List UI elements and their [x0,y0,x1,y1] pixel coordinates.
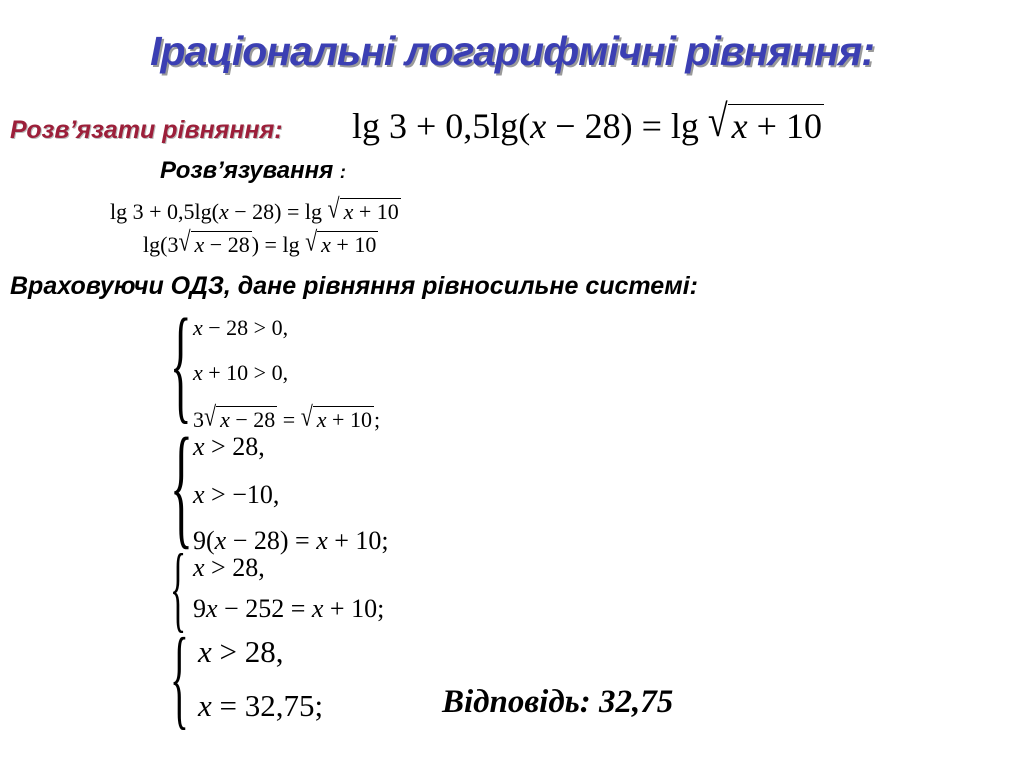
system4-line-1 [198,634,284,670]
task-equation [352,95,824,147]
solution-step-2 [143,225,378,258]
step2-mid: ) = lg [251,232,300,257]
system3-l2-var: x [206,594,218,623]
system1-line-2 [193,360,288,386]
step1-sqrt: √ x + 10 [327,192,399,224]
solution-label: Розв’язування [160,157,334,184]
system3-l2-end: + 10; [323,594,385,623]
step2-rad2-tail: + 10 [330,232,377,257]
task-label: Розв’язати рівняння: [10,116,283,144]
system3-line-1 [193,553,265,583]
system3-l2-pre: 9 [193,594,206,623]
system2-l3-var2: x [316,526,328,555]
system2-l1-rest: > 28, [204,432,265,461]
step1-var: x [218,199,229,224]
system2-line-3 [193,526,389,556]
system1-l3-rad2-tail: + 10 [326,407,372,432]
system1-line-3 [193,400,381,433]
system1-l2-rest: + 10 > 0, [202,360,289,385]
system2-line-1 [193,432,265,462]
system1-l3-pre: 3 [193,407,204,432]
system2-l3-mid: − 28) = [226,526,317,555]
system3-l1-var: x [193,553,205,582]
system2-l3-end: + 10; [327,526,389,555]
solution-step-1 [110,192,401,225]
system2-l1-var: x [193,432,205,461]
system3-l1-rest: > 28, [204,553,265,582]
step2-sqrt-2: √ x + 10 [305,225,377,257]
system1-l3-rad2-var: x [316,407,327,432]
slide-title: Іраціональні логарифмічні рівняння: [150,28,874,74]
system3-brace: { [170,534,187,641]
step2-rad2-var: x [321,232,331,257]
system1-l3-rad1-var: x [220,407,230,432]
system2-line-2 [193,480,279,510]
system1-sqrt-2: √ x + 10 [300,400,372,432]
task-var: x [530,106,547,146]
system4-line-2 [198,688,323,724]
step2-rad1-var: x [194,232,205,257]
system2-l3-var: x [214,526,227,555]
system4-l1-var: x [198,634,212,669]
system1-line-1 [193,315,288,341]
system1-l3-eq: = [277,407,301,432]
task-lhs-tail: − 28) = lg [546,106,699,146]
system1-brace: { [170,293,192,435]
system1-l1-rest: − 28 > 0, [202,315,289,340]
system3-l2-var2: x [311,594,324,623]
system4-brace: { [170,616,189,740]
system1-l1-var: x [193,315,203,340]
step1-lhs: lg 3 + 0,5lg( [110,199,219,224]
system1-l3-rad1-tail: − 28 [229,407,276,432]
step1-tail: − 28) = lg [228,199,322,224]
system2-l2-rest: > −10, [204,480,280,509]
step2-rad1-tail: − 28 [204,232,250,257]
step2-sqrt-1: √ x − 28 [178,225,250,257]
step1-rad-var: x [343,199,354,224]
solution-colon: : [339,162,346,182]
system3-l2-mid: − 252 = [217,594,312,623]
task-rad-var: x [731,106,748,146]
system2-l3-pre: 9( [193,526,215,555]
answer: Відповідь: 32,75 [442,684,674,720]
system1-l2-var: x [193,360,203,385]
system2-l2-var: x [193,480,205,509]
system4-l2-rest: = 32,75; [211,688,324,723]
task-lhs: lg 3 + 0,5lg( [352,106,531,146]
system1-l3-end: ; [373,407,381,432]
solution-heading [160,157,346,185]
system2-brace: { [170,411,193,561]
system4-l2-var: x [198,688,212,723]
system1-sqrt-1: √ x − 28 [204,400,276,432]
task-rad-tail: + 10 [747,106,822,146]
task-sqrt: √ x + 10 [707,95,822,146]
odz-statement: Враховуючи ОДЗ, дане рівняння рівносильне системі: [10,272,698,300]
system3-line-2 [193,594,384,624]
step2-lhs: lg(3 [143,232,179,257]
system4-l1-rest: > 28, [211,634,284,669]
step1-rad-tail: + 10 [353,199,399,224]
